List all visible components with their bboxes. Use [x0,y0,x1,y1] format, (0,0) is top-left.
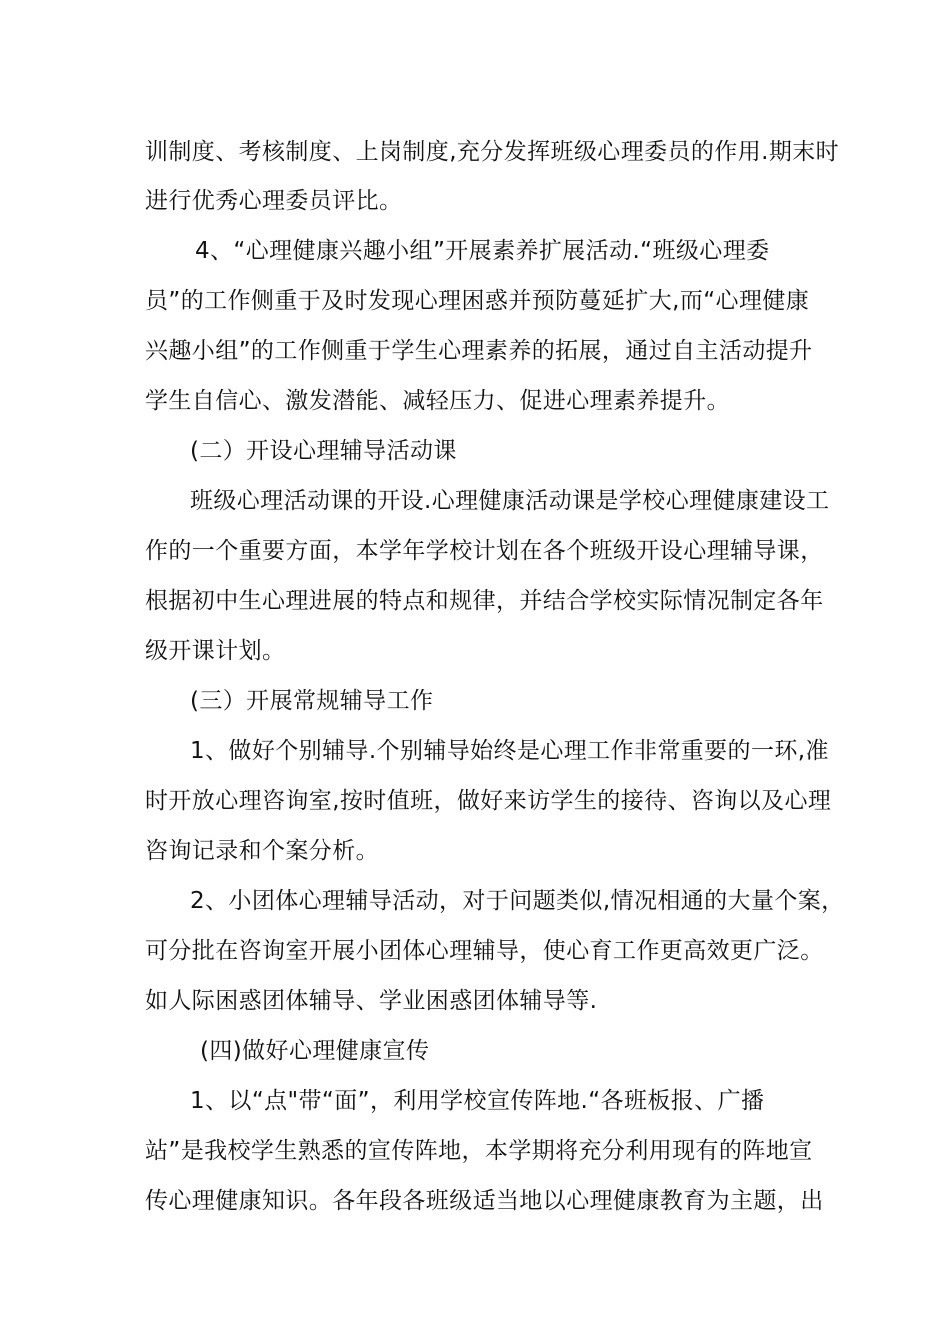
text-line: 员”的工作侧重于及时发现心理困惑并预防蔓延扩大,而“心理健康 [145,288,810,314]
text-line: 作的一个重要方面，本学年学校计划在各个班级开设心理辅导课， [145,538,824,564]
text-line: 根据初中生心理进展的特点和规律，并结合学校实际情况制定各年 [145,588,824,614]
text-line: 班级心理活动课的开设.心理健康活动课是学校心理健康建设工 [190,488,830,514]
section-heading: (四)做好心理健康宣传 [200,1038,430,1064]
text-line: 传心理健康知识。各年段各班级适当地以心理健康教育为主题，出 [145,1188,824,1214]
section-heading: (二）开设心理辅导活动课 [190,438,457,464]
list-item-heading: 1、做好个别辅导.个别辅导始终是心理工作非常重要的一环,准 [190,738,829,764]
list-item-heading: 1、以“点"带“面”，利用学校宣传阵地.“各班板报、广播 [190,1088,765,1114]
list-item-heading: 4、“心理健康兴趣小组”开展素养扩展活动.“班级心理委 [195,238,770,264]
list-item-heading: 2、小团体心理辅导活动，对于问题类似,情况相通的大量个案， [190,888,845,914]
text-line: 可分批在咨询室开展小团体心理辅导，使心育工作更高效更广泛。 [145,938,824,964]
section-heading: (三）开展常规辅导工作 [190,688,434,714]
text-line: 如人际困惑团体辅导、学业困惑团体辅导等. [145,988,598,1014]
text-line: 进行优秀心理委员评比。 [145,188,403,214]
text-line: 兴趣小组”的工作侧重于学生心理素养的拓展，通过自主活动提升 [145,338,813,364]
text-line: 时开放心理咨询室,按时值班，做好来访学生的接待、咨询以及心理 [145,788,832,814]
text-line: 级开课计划。 [145,638,286,664]
text-line: 学生自信心、激发潜能、减轻压力、促进心理素养提升。 [145,388,730,414]
text-line: 咨询记录和个案分析。 [145,838,379,864]
text-line: 站”是我校学生熟悉的宣传阵地，本学期将充分利用现有的阵地宣 [145,1138,813,1164]
text-line: 训制度、考核制度、上岗制度,充分发挥班级心理委员的作用.期末时 [145,139,840,165]
